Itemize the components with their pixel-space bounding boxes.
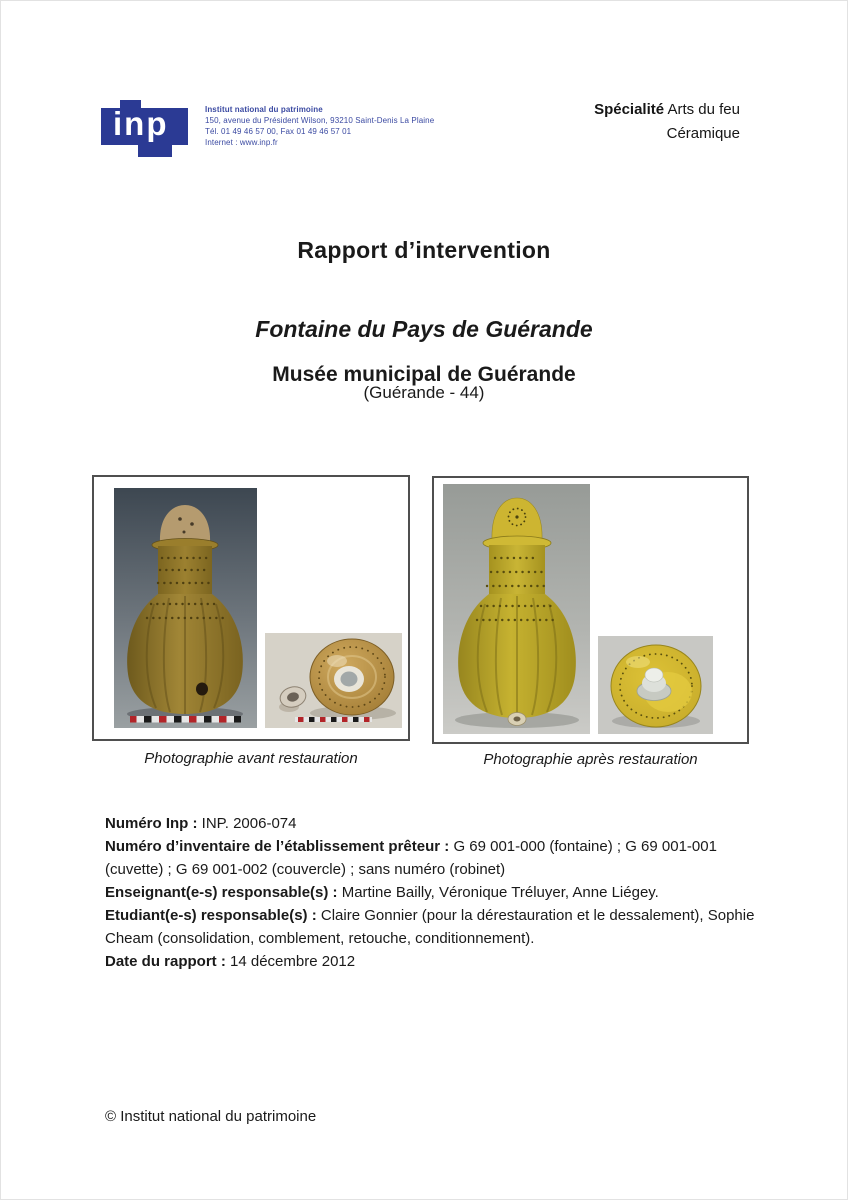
specialty-value: Arts du feu — [667, 101, 740, 118]
photo-before-box — [92, 475, 410, 741]
specialty-block — [594, 98, 740, 146]
photo-before-fountain — [114, 488, 257, 728]
field-inp-number — [105, 812, 757, 835]
field-students-value: Claire Gonnier (pour la dérestauration et le dessalement), Sophie Cheam (consolidation, comblement, retouche, conditionnement). — [105, 907, 755, 947]
report-fields — [105, 812, 757, 973]
field-report-date-value: 14 décembre 2012 — [230, 953, 356, 970]
lid-before-image — [265, 633, 402, 728]
caption-after: Photographie après restauration — [483, 751, 698, 768]
fountain-after-image — [443, 484, 590, 734]
work-museum: Musée municipal de Guérande — [272, 363, 576, 386]
org-address-block — [205, 104, 434, 148]
field-students — [105, 904, 757, 950]
field-inventory-value: G 69 001-000 (fontaine) ; G 69 001-001 (cuvette) ; G 69 001-002 (couvercle) ; sans numéro (robinet) — [105, 838, 717, 878]
specialty-line1 — [594, 98, 740, 122]
work-location: (Guérande - 44) — [363, 383, 485, 402]
inp-logo — [101, 100, 191, 160]
specialty-label: Spécialité — [594, 101, 665, 118]
photo-after-box — [432, 476, 749, 744]
caption-before: Photographie avant restauration — [144, 750, 358, 767]
photo-after-fountain — [443, 484, 590, 734]
field-teachers — [105, 881, 757, 904]
field-inventory — [105, 835, 723, 881]
report-title: Rapport d’intervention — [297, 237, 551, 264]
field-inventory-label: Numéro d’inventaire de l’établissement prêteur : — [105, 838, 450, 855]
photo-after-lid — [598, 636, 713, 734]
field-report-date — [105, 950, 757, 973]
logo-text: inp — [113, 105, 169, 142]
specialty-line2: Céramique — [666, 125, 740, 142]
org-phone: Tél. 01 49 46 57 00, Fax 01 49 46 57 01 — [205, 127, 352, 136]
fountain-before-image — [114, 488, 257, 728]
work-title: Fontaine du Pays de Guérande — [255, 316, 593, 343]
field-inp-number-label: Numéro Inp : — [105, 815, 198, 832]
org-web: Internet : www.inp.fr — [205, 138, 278, 147]
field-inp-number-value: INP. 2006-074 — [201, 815, 297, 832]
logo-block-bottom — [138, 143, 172, 157]
photo-before-lid — [265, 633, 402, 728]
org-address: 150, avenue du Président Wilson, 93210 Saint-Denis La Plaine — [205, 116, 435, 125]
field-teachers-value: Martine Bailly, Véronique Tréluyer, Anne Liégey. — [341, 884, 659, 901]
field-report-date-label: Date du rapport : — [105, 953, 226, 970]
field-students-label: Etudiant(e-s) responsable(s) : — [105, 907, 317, 924]
org-name: Institut national du patrimoine — [205, 105, 323, 114]
field-teachers-label: Enseignant(e-s) responsable(s) : — [105, 884, 338, 901]
copyright-notice: © Institut national du patrimoine — [105, 1108, 317, 1125]
lid-after-image — [598, 636, 713, 734]
